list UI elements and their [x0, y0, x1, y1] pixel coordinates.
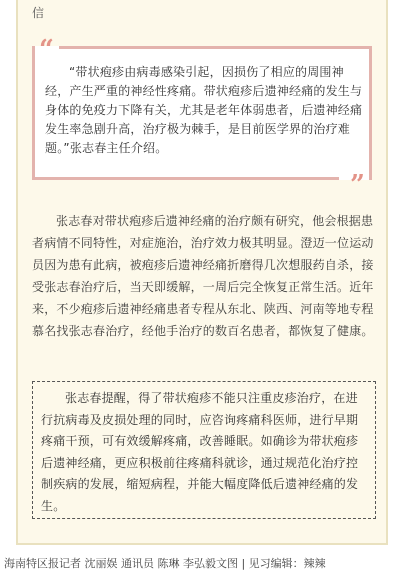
- byline: 海南特区报记者 沈丽娱 通讯员 陈琳 李弘毅文图 | 见习编辑：辣辣: [4, 557, 326, 570]
- article-card: [16, 0, 388, 545]
- quote-box: [32, 35, 372, 200]
- open-quote-icon: “: [39, 35, 54, 65]
- quote-text: “带状疱疹由病毒感染引起，因损伤了相应的周围神经，产生严重的神经性疼痛。带状疱疹后遗神经痛的发生与身体的免疫力下降有关，尤其是老年体弱患者，后遗神经痛发生率急剧升高，治疗极为棘手，是目前医学界的治疗难题。”张志春主任介绍。: [45, 65, 363, 155]
- close-quote-icon: ”: [350, 170, 365, 200]
- quote-border-bottom: [32, 177, 339, 180]
- previous-text-fragment: 信: [32, 6, 45, 20]
- body-paragraph: 张志春对带状疱疹后遗神经痛的治疗颇有研究，他会根据患者病情不同特性，对症施治，治疗效力极其明显。澄迈一位运动员因为患有此病，被疱疹后遗神经痛折磨得几次想服药自杀，接受张志春治疗后，当天即缓解，一周后完全恢复正常生活。近年来，不少疱疹后遗神经痛患者专程从东北、陕西、河南等地专程慕名找张志春治疗，经他手治疗的数百名患者，都恢复了健康。: [32, 214, 374, 338]
- notice-text: 张志春提醒，得了带状疱疹不能只注重皮疹治疗，在进行抗病毒及皮损处理的同时，应咨询疼痛科医师，进行早期疼痛干预，可有效缓解疼痛，改善睡眠。如确诊为带状疱疹后遗神经痛，更应积极前往疼痛科就诊，通过规范化治疗控制疾病的发展，缩短病程，并能大幅度降低后遗神经痛的发生。: [41, 391, 359, 513]
- notice-box: [32, 381, 376, 519]
- quote-border-top: [59, 46, 372, 49]
